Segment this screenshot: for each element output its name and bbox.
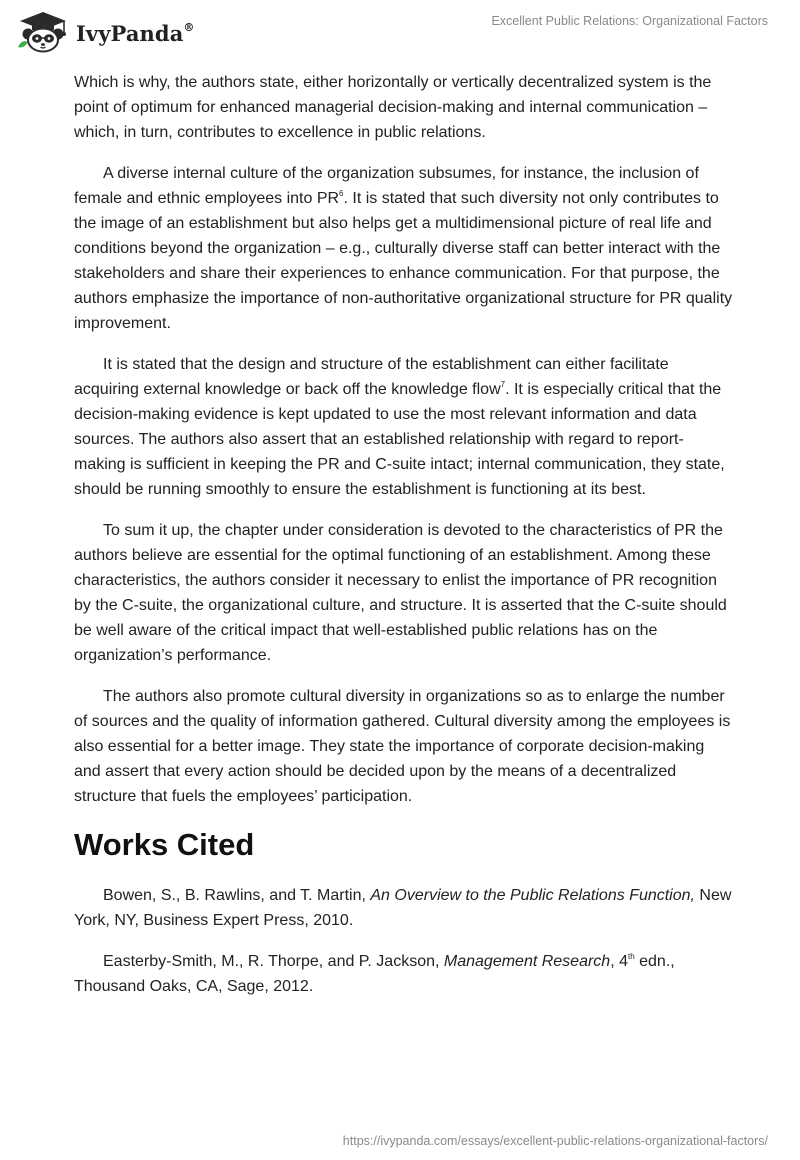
brand-name: IvyPanda® — [76, 21, 195, 46]
document-title: Excellent Public Relations: Organizational Factors — [491, 14, 768, 28]
panda-graduate-icon — [16, 9, 70, 53]
ivypanda-logo[interactable] — [16, 9, 216, 53]
citation-entry: Easterby-Smith, M., R. Thorpe, and P. Jackson, Management Research, 4th edn., Thousand Oaks, CA, Sage, 2012. — [74, 951, 675, 995]
citation-entry: Bowen, S., B. Rawlins, and T. Martin, An Overview to the Public Relations Function, New York, NY, Business Expert Press, 2010. — [74, 887, 732, 929]
page-header — [0, 0, 800, 64]
paragraph: Which is why, the authors state, either horizontally or vertically decentralized system is the point of optimum for enhanced managerial decision-making and internal communication – which, in turn, contributes to excellence in public relations. — [74, 74, 712, 141]
paragraph: To sum it up, the chapter under consideration is devoted to the characteristics of PR the authors believe are essential for the optimal functioning of an establishment. Among these characteristics, the authors consider it necessary to enlist the importance of PR recognition by the C-suite, the organizational culture, and structure. It is asserted that the C-suite should be well aware of the critical impact that well-established public relations has on the organization’s performance. — [74, 522, 727, 664]
paragraph: It is stated that the design and structure of the establishment can either facilitate acquiring external knowledge or back off the knowledge flow$^7$. It is especially critical that the decision-making evidence is kept updated to use the most relevant information and data sources. The authors also assert that an established relationship with regard to report-making is sufficient in keeping the PR and C-suite intact; internal communication, they state, should be running smoothly to ensure the establishment is functioning at its best. — [74, 356, 725, 498]
paragraph: A diverse internal culture of the organization subsumes, for instance, the inclusion of female and ethnic employees into $PR^6$. It is stated that such diversity not only contributes to the image of an establishment but also helps get a multidimensional picture of real life and conditions beyond the organization – e.g., culturally diverse staff can better interact with the stakeholders and share their experiences to enhance communication. For that purpose, the authors emphasize the importance of non-authoritative organizational structure for PR quality improvement. — [74, 165, 733, 332]
footnote-ref[interactable]: 7 — [500, 379, 506, 389]
source-url[interactable]: https://ivypanda.com/essays/excellent-public-relations-organizational-factors/ — [342, 1134, 768, 1148]
footnote-ref[interactable]: 6 — [339, 188, 344, 198]
paragraph: The authors also promote cultural diversity in organizations so as to enlarge the number of sources and the quality of information gathered. Cultural diversity among the employees is also essential for a better image. They state the importance of corporate decision-making and assert that every action should be decided upon by the means of a decentralized structure that fuels the employees’ participation. — [74, 688, 731, 805]
essay-content — [74, 70, 734, 1015]
works-cited-heading: Works Cited — [74, 827, 255, 862]
